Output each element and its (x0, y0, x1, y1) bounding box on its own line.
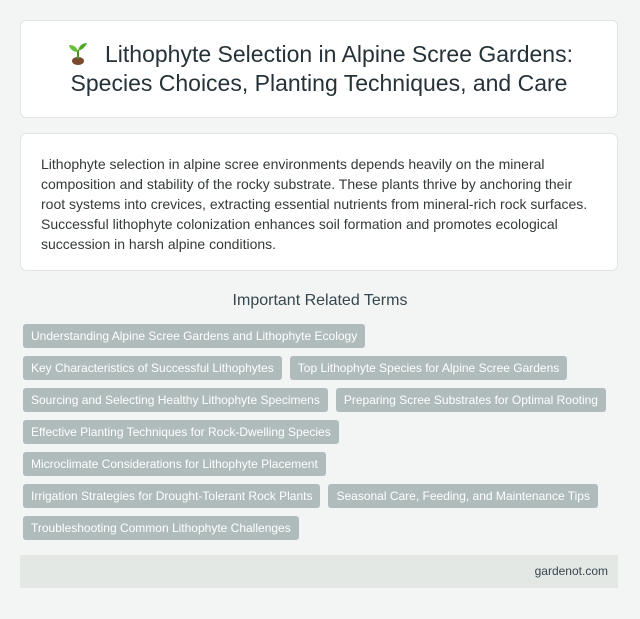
related-term-tag[interactable]: Troubleshooting Common Lithophyte Challenges (23, 516, 299, 540)
tag-row (23, 420, 623, 444)
related-term-tag[interactable]: Preparing Scree Substrates for Optimal Rooting (336, 388, 606, 412)
related-term-tag[interactable]: Irrigation Strategies for Drought-Tolerant Rock Plants (23, 484, 320, 508)
title-card (20, 20, 618, 118)
related-term-tag[interactable]: Key Characteristics of Successful Lithophytes (23, 356, 282, 380)
intro-paragraph: Lithophyte selection in alpine scree environments depends heavily on the mineral composition and stability of the rocky substrate. These plants thrive by anchoring their root systems into crevices, extracting essential nutrients from mineral-rich rock surfaces. Successful lithophyte colonization enhances soil formation and promotes ecological succession in harsh alpine conditions. (41, 156, 588, 252)
tag-row (23, 356, 623, 380)
seedling-icon (65, 41, 91, 65)
related-term-tag[interactable]: Microclimate Considerations for Lithophyte Placement (23, 452, 326, 476)
footer (20, 555, 618, 588)
related-terms-heading: Important Related Terms (232, 292, 408, 309)
related-term-tag[interactable]: Top Lithophyte Species for Alpine Scree Gardens (290, 356, 568, 380)
site-credit-link[interactable]: gardenot.com (534, 564, 608, 578)
tag-row (23, 484, 623, 508)
intro-card (20, 133, 618, 271)
related-term-tag[interactable]: Effective Planting Techniques for Rock-Dwelling Species (23, 420, 339, 444)
tag-row (23, 516, 623, 540)
related-term-tag[interactable]: Seasonal Care, Feeding, and Maintenance Tips (328, 484, 598, 508)
related-terms-list (23, 324, 623, 548)
related-term-tag[interactable]: Sourcing and Selecting Healthy Lithophyte Specimens (23, 388, 328, 412)
tag-row (23, 388, 623, 412)
related-term-tag[interactable]: Understanding Alpine Scree Gardens and Lithophyte Ecology (23, 324, 365, 348)
tag-row (23, 324, 623, 348)
tag-row (23, 452, 623, 476)
page-title: Lithophyte Selection in Alpine Scree Gardens: Species Choices, Planting Techniques, and Care (70, 41, 573, 96)
page-title-wrap (21, 40, 617, 98)
